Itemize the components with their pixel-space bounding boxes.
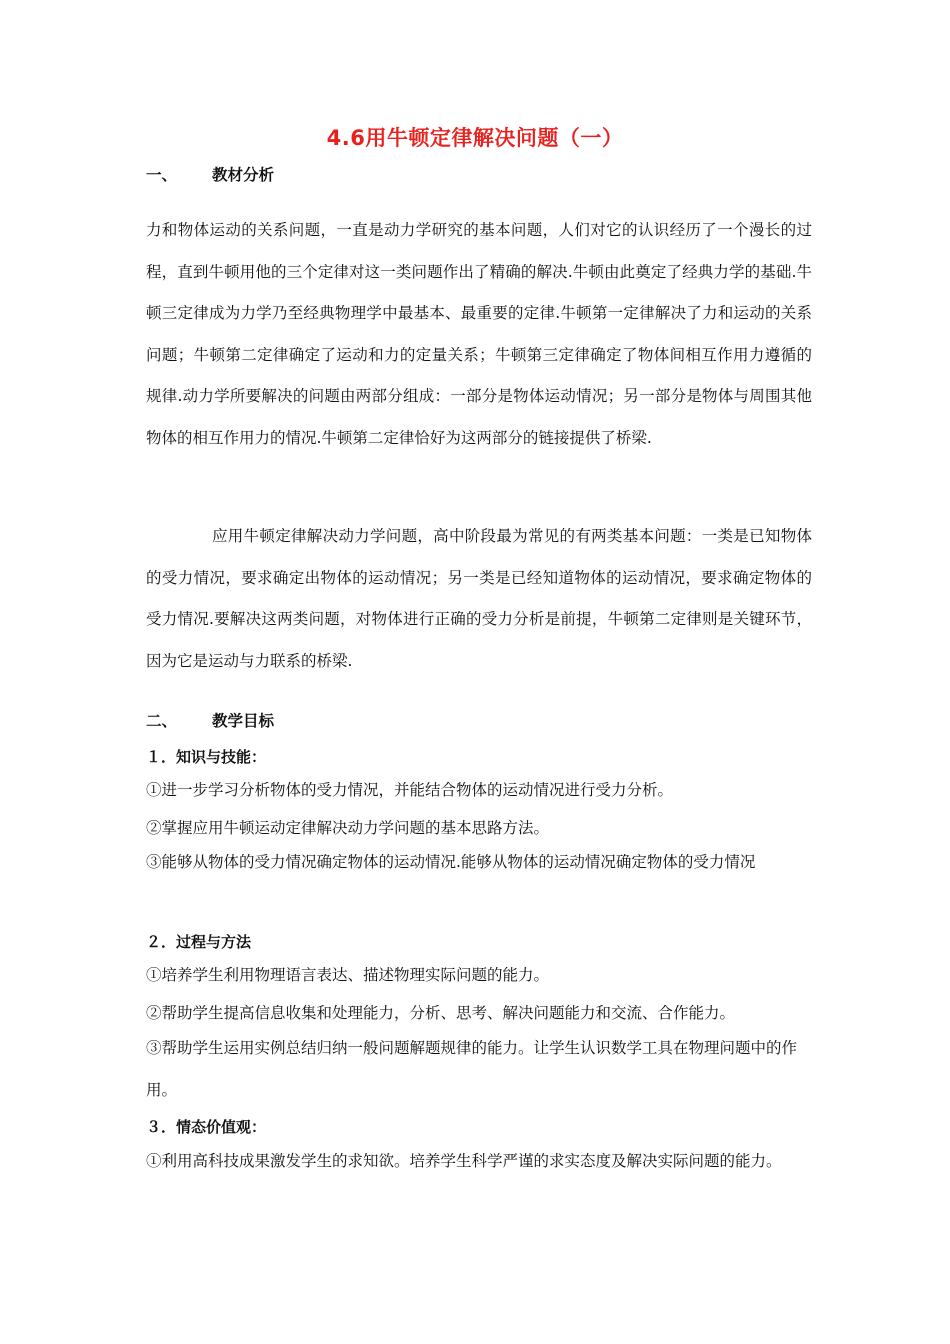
list-item: ①利用高科技成果激发学生的求知欲。培养学生科学严谨的求实态度及解决实际问题的能力。 <box>146 1152 782 1170</box>
list-item: ①进一步学习分析物体的受力情况，并能结合物体的运动情况进行受力分析。 <box>146 781 674 799</box>
paragraph-1: 力和物体运动的关系问题，一直是动力学研究的基本问题，人们对它的认识经历了一个漫长的过程，直到牛顿用他的三个定律对这一类问题作出了精确的解决.牛顿由此奠定了经典力学的基础.牛顿三定律成为力学乃至经典物理学中最基本、最重要的定律.牛顿第一定律解决了力和运动的关系问题；牛顿第二定律确定了运动和力的定量关系；牛顿第三定律确定了物体间相互作用力遵循的规律.动力学所要解决的问题由两部分组成：一部分是物体运动情况；另一部分是物体与周围其他物体的相互作用力的情况.牛顿第二定律恰好为这两部分的链接提供了桥梁. <box>146 221 812 447</box>
list-item: ①培养学生利用物理语言表达、描述物理实际问题的能力。 <box>146 966 550 984</box>
list-item: ③能够从物体的受力情况确定物体的运动情况.能够从物体的运动情况确定物体的受力情况 <box>146 853 756 871</box>
list-item: ③帮助学生运用实例总结归纳一般问题解题规律的能力。让学生认识数学工具在物理问题中的作用。 <box>146 1039 798 1099</box>
paragraph-2: 应用牛顿定律解决动力学问题，高中阶段最为常见的有两类基本问题：一类是已知物体的受力情况，要求确定出物体的运动情况；另一类是已经知道物体的运动情况，要求确定物体的受力情况.要解决这两类问题，对物体进行正确的受力分析是前提，牛顿第二定律则是关键环节，因为它是运动与力联系的桥梁. <box>146 527 812 670</box>
subsection-heading-3: ３．情态价值观： <box>146 1118 267 1136</box>
subsection-heading-1: １．知识与技能： <box>146 748 267 766</box>
list-item: ②掌握应用牛顿运动定律解决动力学问题的基本思路方法。 <box>146 819 550 837</box>
section-heading-1 <box>146 163 274 185</box>
section-number: 二、 <box>146 712 178 730</box>
subsection-heading-2: ２．过程与方法 <box>146 933 252 951</box>
section-number: 一、 <box>146 166 178 184</box>
section-title: 教学目标 <box>212 712 275 730</box>
list-item: ②帮助学生提高信息收集和处理能力，分析、思考、解决问题能力和交流、合作能力。 <box>146 1004 736 1022</box>
section-title: 教材分析 <box>212 166 275 184</box>
document-title: 4.6用牛顿定律解决问题（一） <box>326 126 624 150</box>
section-heading-2 <box>146 709 274 731</box>
